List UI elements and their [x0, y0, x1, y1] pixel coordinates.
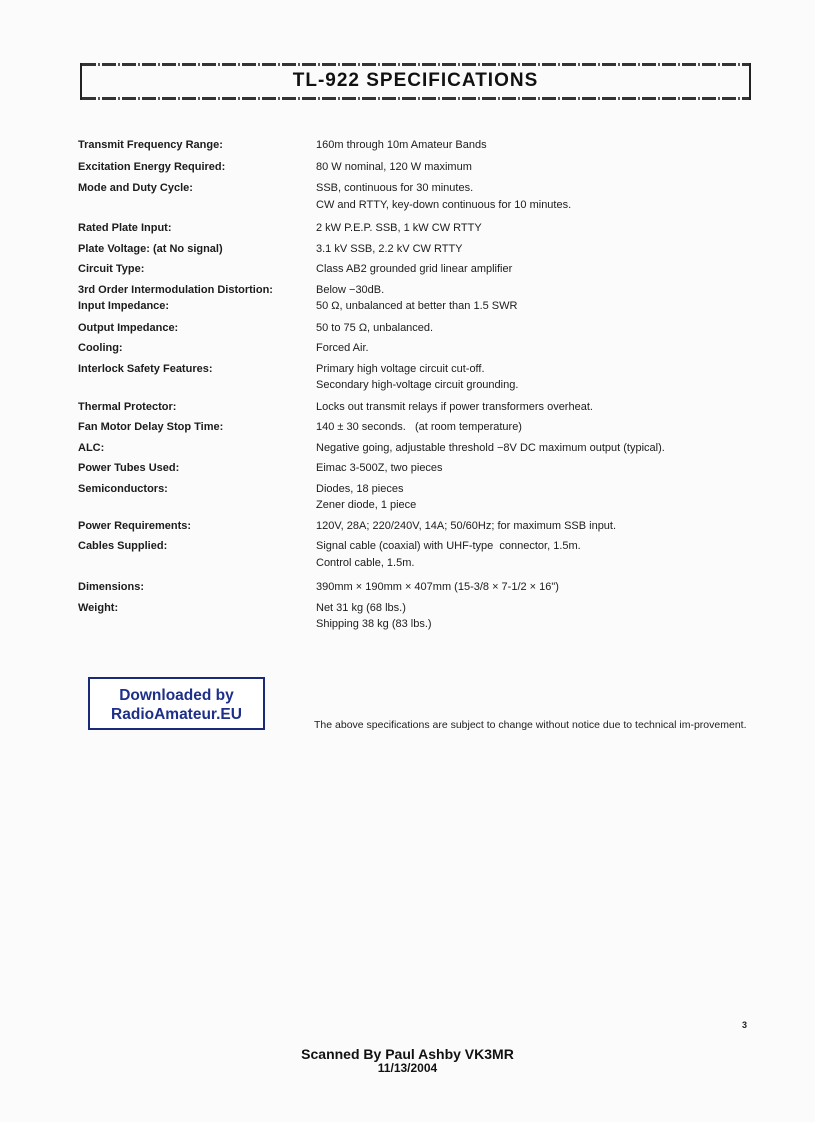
spec-row [78, 220, 768, 237]
spec-value-line: Class AB2 grounded grid linear amplifier [316, 263, 513, 275]
spec-value [316, 481, 768, 514]
scan-date: 11/13/2004 [377, 1061, 438, 1075]
spec-row [78, 460, 768, 477]
spec-label: Weight: [78, 601, 119, 614]
spec-row [78, 399, 768, 416]
spec-value [316, 241, 768, 258]
spec-row [78, 481, 768, 514]
spec-value-line: Forced Air. [316, 342, 369, 354]
spec-value [316, 600, 768, 633]
title-bottom-rule [82, 97, 749, 100]
spec-row [78, 538, 768, 571]
spec-row [78, 361, 768, 394]
title-top-rule [82, 63, 749, 66]
spec-value-line: 390mm × 190mm × 407mm (15-3/8 × 7-1/2 × 16") [316, 581, 559, 593]
spec-value-line: 80 W nominal, 120 W maximum [316, 160, 472, 173]
spec-value-line: Below −30dB. [316, 283, 385, 296]
spec-label: Excitation Energy Required: [78, 160, 226, 173]
spec-value-line: 50 Ω, unbalanced at better than 1.5 SWR [316, 300, 518, 312]
spec-row [78, 579, 768, 596]
spec-row [78, 282, 768, 299]
spec-row [78, 241, 768, 258]
spec-row [78, 340, 768, 357]
spec-label: Cables Supplied: [78, 540, 168, 552]
spec-row [78, 137, 768, 154]
spec-label: Thermal Protector: [78, 400, 177, 413]
spec-value-line: Control cable, 1.5m. [316, 556, 415, 569]
page-title: TL-922 SPECIFICATIONS [292, 70, 539, 91]
spec-label: Interlock Safety Features: [78, 362, 213, 375]
spec-value [316, 261, 768, 278]
spec-label: Circuit Type: [78, 263, 145, 275]
spec-value [316, 361, 768, 394]
spec-label: Power Tubes Used: [78, 462, 180, 474]
badge-line-1: Downloaded by [119, 687, 234, 704]
title-box [80, 63, 751, 100]
badge-line-2: RadioAmateur.EU [111, 706, 242, 723]
spec-label: Fan Motor Delay Stop Time: [78, 421, 224, 433]
spec-value-line: Locks out transmit relays if power transformers overheat. [316, 400, 593, 413]
spec-row [78, 419, 768, 436]
spec-label: Semiconductors: [78, 482, 168, 495]
spec-value [316, 399, 768, 416]
spec-value [316, 419, 768, 436]
spec-value-line: Primary high voltage circuit cut-off. [316, 362, 485, 375]
spec-value-line: 2 kW P.E.P. SSB, 1 kW CW RTTY [316, 222, 482, 234]
spec-value-line: Negative going, adjustable threshold −8V DC maximum output (typical). [316, 441, 665, 454]
spec-value-line: Signal cable (coaxial) with UHF-type connector, 1.5m. [316, 540, 581, 552]
spec-value-line: Secondary high-voltage circuit grounding. [316, 379, 519, 391]
page-number: 3 [742, 1020, 748, 1030]
spec-value-line: Shipping 38 kg (83 lbs.) [316, 618, 432, 630]
spec-value-line: 50 to 75 Ω, unbalanced. [316, 321, 434, 334]
spec-value-line: Zener diode, 1 piece [316, 499, 417, 511]
spec-value [316, 180, 768, 213]
spec-label: Plate Voltage: (at No signal) [78, 242, 223, 255]
scan-credit: Scanned By Paul Ashby VK3MR [301, 1046, 514, 1062]
spec-value [316, 298, 768, 315]
spec-value [316, 518, 768, 535]
spec-row [78, 298, 768, 315]
spec-value [316, 220, 768, 237]
spec-value [316, 282, 768, 299]
specifications-list [78, 137, 768, 633]
spec-value [316, 340, 768, 357]
spec-value-line: SSB, continuous for 30 minutes. [316, 182, 474, 194]
spec-row [78, 600, 768, 633]
spec-label: ALC: [78, 441, 105, 454]
download-badge [88, 677, 265, 730]
spec-value-line: Net 31 kg (68 lbs.) [316, 601, 406, 614]
spec-value-line: Diodes, 18 pieces [316, 482, 404, 495]
spec-label: Rated Plate Input: [78, 222, 172, 234]
spec-row [78, 320, 768, 337]
spec-value-line: 160m through 10m Amateur Bands [316, 139, 487, 151]
spec-value [316, 460, 768, 477]
spec-value [316, 137, 768, 154]
spec-row [78, 518, 768, 535]
spec-value-line: 140 ± 30 seconds. (at room temperature) [316, 421, 522, 433]
spec-value-line: Eimac 3-500Z, two pieces [316, 462, 443, 474]
spec-label: 3rd Order Intermodulation Distortion: [78, 283, 273, 296]
spec-row [78, 180, 768, 213]
spec-value [316, 579, 768, 596]
spec-value-line: CW and RTTY, key-down continuous for 10 minutes. [316, 198, 572, 211]
spec-value [316, 538, 768, 571]
spec-label: Input Impedance: [78, 300, 170, 312]
spec-row [78, 261, 768, 278]
spec-value-line: 3.1 kV SSB, 2.2 kV CW RTTY [316, 242, 463, 255]
spec-label: Output Impedance: [78, 321, 179, 334]
spec-label: Dimensions: [78, 581, 145, 593]
spec-value [316, 440, 768, 457]
specifications-notice: The above specifications are subject to change without notice due to technical im-provement. [314, 719, 747, 731]
spec-row [78, 440, 768, 457]
spec-label: Transmit Frequency Range: [78, 139, 223, 151]
spec-row [78, 159, 768, 176]
spec-label: Power Requirements: [78, 519, 192, 532]
spec-label: Mode and Duty Cycle: [78, 182, 193, 194]
spec-value-line: 120V, 28A; 220/240V, 14A; 50/60Hz; for maximum SSB input. [316, 519, 617, 532]
spec-value [316, 320, 768, 337]
spec-value [316, 159, 768, 176]
spec-label: Cooling: [78, 342, 123, 354]
